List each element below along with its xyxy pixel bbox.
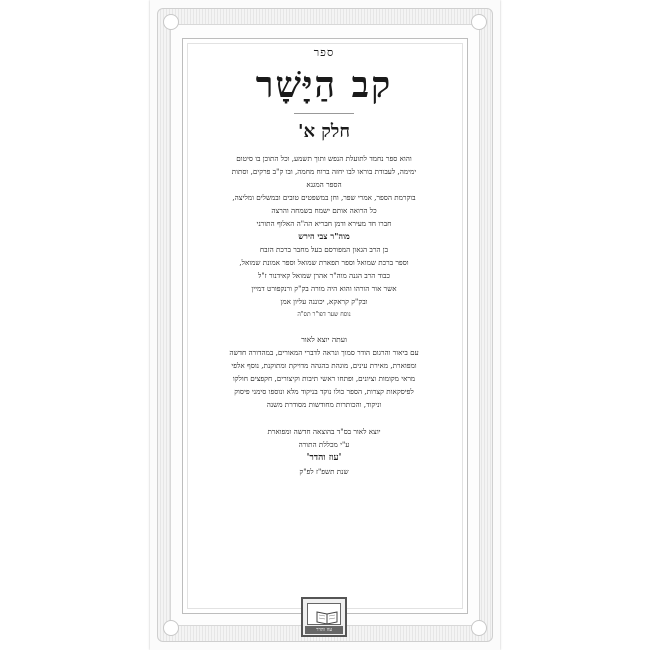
logo-caption: עוז והדר: [305, 626, 343, 634]
intro-line: בוקרמת הספר, אמרי שפר, וחן במשפטים טובים ובמשלים ומליצה,: [232, 193, 416, 202]
publisher-block: [186, 425, 462, 478]
published-by-line: יוצא לאור בס"ד בהוצאה חדשה ומפוארת: [267, 427, 381, 436]
description-line: והוא ספר נחמד לתועלת הנפש ותוך תשמע, וכל התוכן בו סיטום: [236, 154, 412, 163]
lineage-line: בן הרב הגאון המפורסם בעל מחבר ברכת הזבח: [259, 245, 389, 254]
publisher-prefix: ע"י מכללת התורה: [298, 440, 350, 449]
book-title: קב הַיָּשָׁר: [255, 64, 393, 106]
edition-line: מראי מקומות וציונים, ופתחו ראשי תיבות וקיצורים, חקפצים חולקו: [232, 374, 416, 383]
title-divider: [294, 113, 354, 114]
publisher-logo: [301, 597, 347, 637]
title-page-content: [186, 44, 462, 478]
author-block: [186, 217, 462, 243]
lineage-line: אשר אור הורהו והוא היה מורה בק"ק ורנקפורט דמיין: [251, 284, 397, 293]
lineage-block: [186, 243, 462, 321]
description-block: [186, 152, 462, 191]
year-line: נוסח שער דפו"ר תס"ה: [297, 311, 351, 318]
edition-block: [186, 333, 462, 411]
open-book-icon: [316, 610, 338, 624]
sefer-label: ספר: [313, 46, 335, 59]
edition-line: ומפוארת, מאירת עינים, מוגהת בהגהה מדויקת ומתוקנת, נוסף אלפי: [231, 361, 417, 370]
edition-line: וניקוד, והכותרות מחודשות מסודרת משנה: [266, 400, 382, 409]
edition-heading: ועתה יוצא לאור: [301, 335, 347, 344]
edition-line: לפיסקאות קצרות, הספר כולו נוקד בניקוד מלא ונוספו סימני פיסוק: [234, 387, 414, 396]
description-line: ימימה, לעבודת בוראו לבו יחזה ברוח מחמה, ובו ק"ב פרקים, וסתות: [231, 167, 417, 176]
author-name: מוה"ר צבי הירש: [298, 231, 350, 241]
lineage-line: כבוד הרב הגנה מוה"ר אהרן שמואל קאידנור ז"ל: [258, 271, 390, 280]
corner-ornament-icon: [471, 14, 487, 30]
corner-ornament-icon: [163, 620, 179, 636]
intro-line: כל הרואה אותם ישמח בשמחה והרצה: [271, 206, 377, 215]
author-line: חברו חד מעירא ודמן חבריא הה"ה האלוף התורני: [256, 219, 392, 228]
intro-block: [186, 191, 462, 217]
publish-year: שנת תשפ"ז לפ"ק: [299, 467, 349, 476]
logo-emblem: [307, 603, 341, 625]
edition-line: עם ביאור והרגום הודר סמוך ונראה לדברי המאורים, במהדורה חדשה: [229, 348, 419, 357]
publisher-name: 'עוז והדר': [306, 453, 342, 463]
lineage-line: וספר ברכת שמואל וספר תפארת שמואל וספר אמונת שמואל,: [239, 258, 409, 267]
lineage-line: ובק"ק קראקא, יכוננה עליון אמן: [280, 297, 368, 306]
description-line: הספר המגנא: [306, 180, 342, 189]
corner-ornament-icon: [471, 620, 487, 636]
corner-ornament-icon: [163, 14, 179, 30]
volume-label: חלק א': [297, 121, 351, 142]
